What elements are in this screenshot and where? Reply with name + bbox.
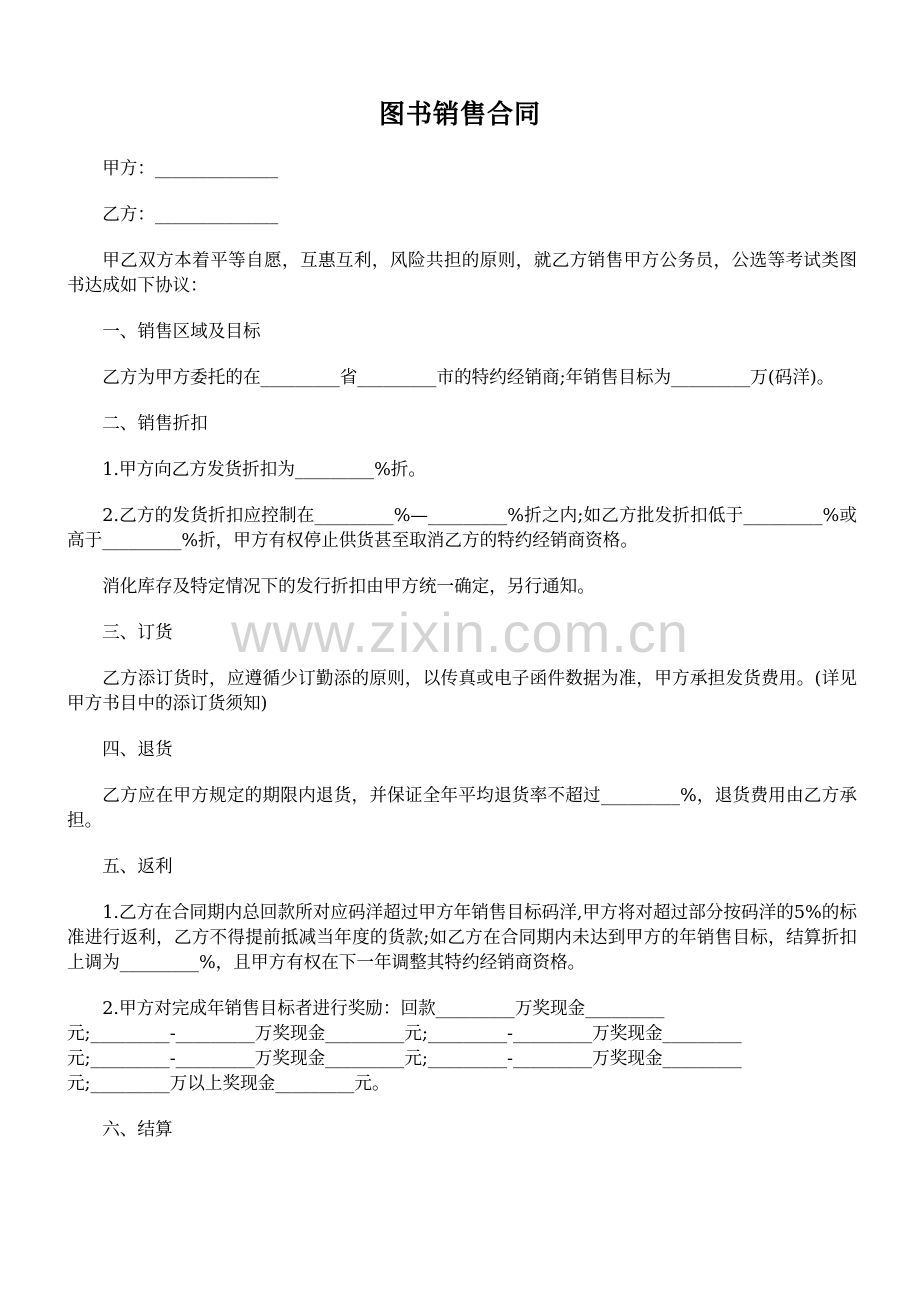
paragraph-line: 1.甲方向乙方发货折扣为_________%折。 — [102, 460, 426, 480]
paragraph — [67, 901, 857, 976]
paragraph — [67, 458, 857, 483]
paragraph-line: 四、退货 — [102, 740, 173, 760]
document-body — [67, 157, 857, 1164]
paragraph-line: 乙方为甲方委托的在_________省_________市的特约经销商;年销售目标为_________万(码洋)。 — [102, 368, 835, 388]
paragraph-line: 元;_________-_________万奖现金_________元;_________-_________万奖现金_________ — [67, 1049, 742, 1069]
paragraph — [67, 1118, 857, 1143]
paragraph — [67, 784, 857, 834]
paragraph — [67, 621, 857, 646]
paragraph — [67, 203, 857, 228]
paragraph-line: 2.甲方对完成年销售目标者进行奖励：回款_________万奖现金_________ — [102, 999, 665, 1019]
paragraph — [67, 575, 857, 600]
paragraph — [67, 504, 857, 554]
paragraph-line: 乙方：______________ — [102, 205, 279, 225]
document-title: 图书销售合同 — [378, 100, 541, 130]
paragraph-line: 乙方添订货时，应遵循少订勤添的原则，以传真或电子函件数据为准，甲方承担发货费用。(详见甲方书目中的添订货须知) — [67, 669, 857, 714]
paragraph-line: 二、销售折扣 — [102, 414, 208, 434]
paragraph — [67, 738, 857, 763]
paragraph — [67, 667, 857, 717]
paragraph — [67, 366, 857, 391]
paragraph-line: 甲方：______________ — [102, 159, 279, 179]
paragraph-line: 2.乙方的发货折扣应控制在_________%—_________%折之内;如乙方批发折扣低于_________%或高于_________%折，甲方有权停止供货甚至取消乙方的特约经销商资格。 — [67, 506, 857, 551]
paragraph — [67, 997, 857, 1097]
paragraph-line: 元;_________万以上奖现金_________元。 — [67, 1074, 390, 1094]
paragraph-line: 乙方应在甲方规定的期限内退货，并保证全年平均退货率不超过_________%，退货费用由乙方承担。 — [67, 786, 857, 831]
paragraph-line: 甲乙双方本着平等自愿，互惠互利，风险共担的原则，就乙方销售甲方公务员，公选等考试类图书达成如下协议： — [67, 251, 857, 296]
paragraph — [67, 249, 857, 299]
paragraph-line: 元;_________-_________万奖现金_________元;_________-_________万奖现金_________ — [67, 1024, 742, 1044]
paragraph-line: 六、结算 — [102, 1120, 173, 1140]
paragraph — [67, 855, 857, 880]
paragraph-line: 三、订货 — [102, 623, 173, 643]
watermark: www.zixin.com.cn — [231, 601, 689, 664]
paragraph — [67, 320, 857, 345]
paragraph-line: 1.乙方在合同期内总回款所对应码洋超过甲方年销售目标码洋,甲方将对超过部分按码洋的5%的标准进行返利，乙方不得提前抵减当年度的货款;如乙方在合同期内未达到甲方的年销售目标，结算折扣上调为_________%，且甲方有权在下一年调整其特约经销商资格。 — [67, 903, 857, 973]
paragraph-line: 一、销售区域及目标 — [102, 322, 261, 342]
paragraph — [67, 412, 857, 437]
paragraph-line: 五、返利 — [102, 857, 173, 877]
paragraph-line: 消化库存及特定情况下的发行折扣由甲方统一确定，另行通知。 — [102, 577, 595, 597]
paragraph — [67, 157, 857, 182]
